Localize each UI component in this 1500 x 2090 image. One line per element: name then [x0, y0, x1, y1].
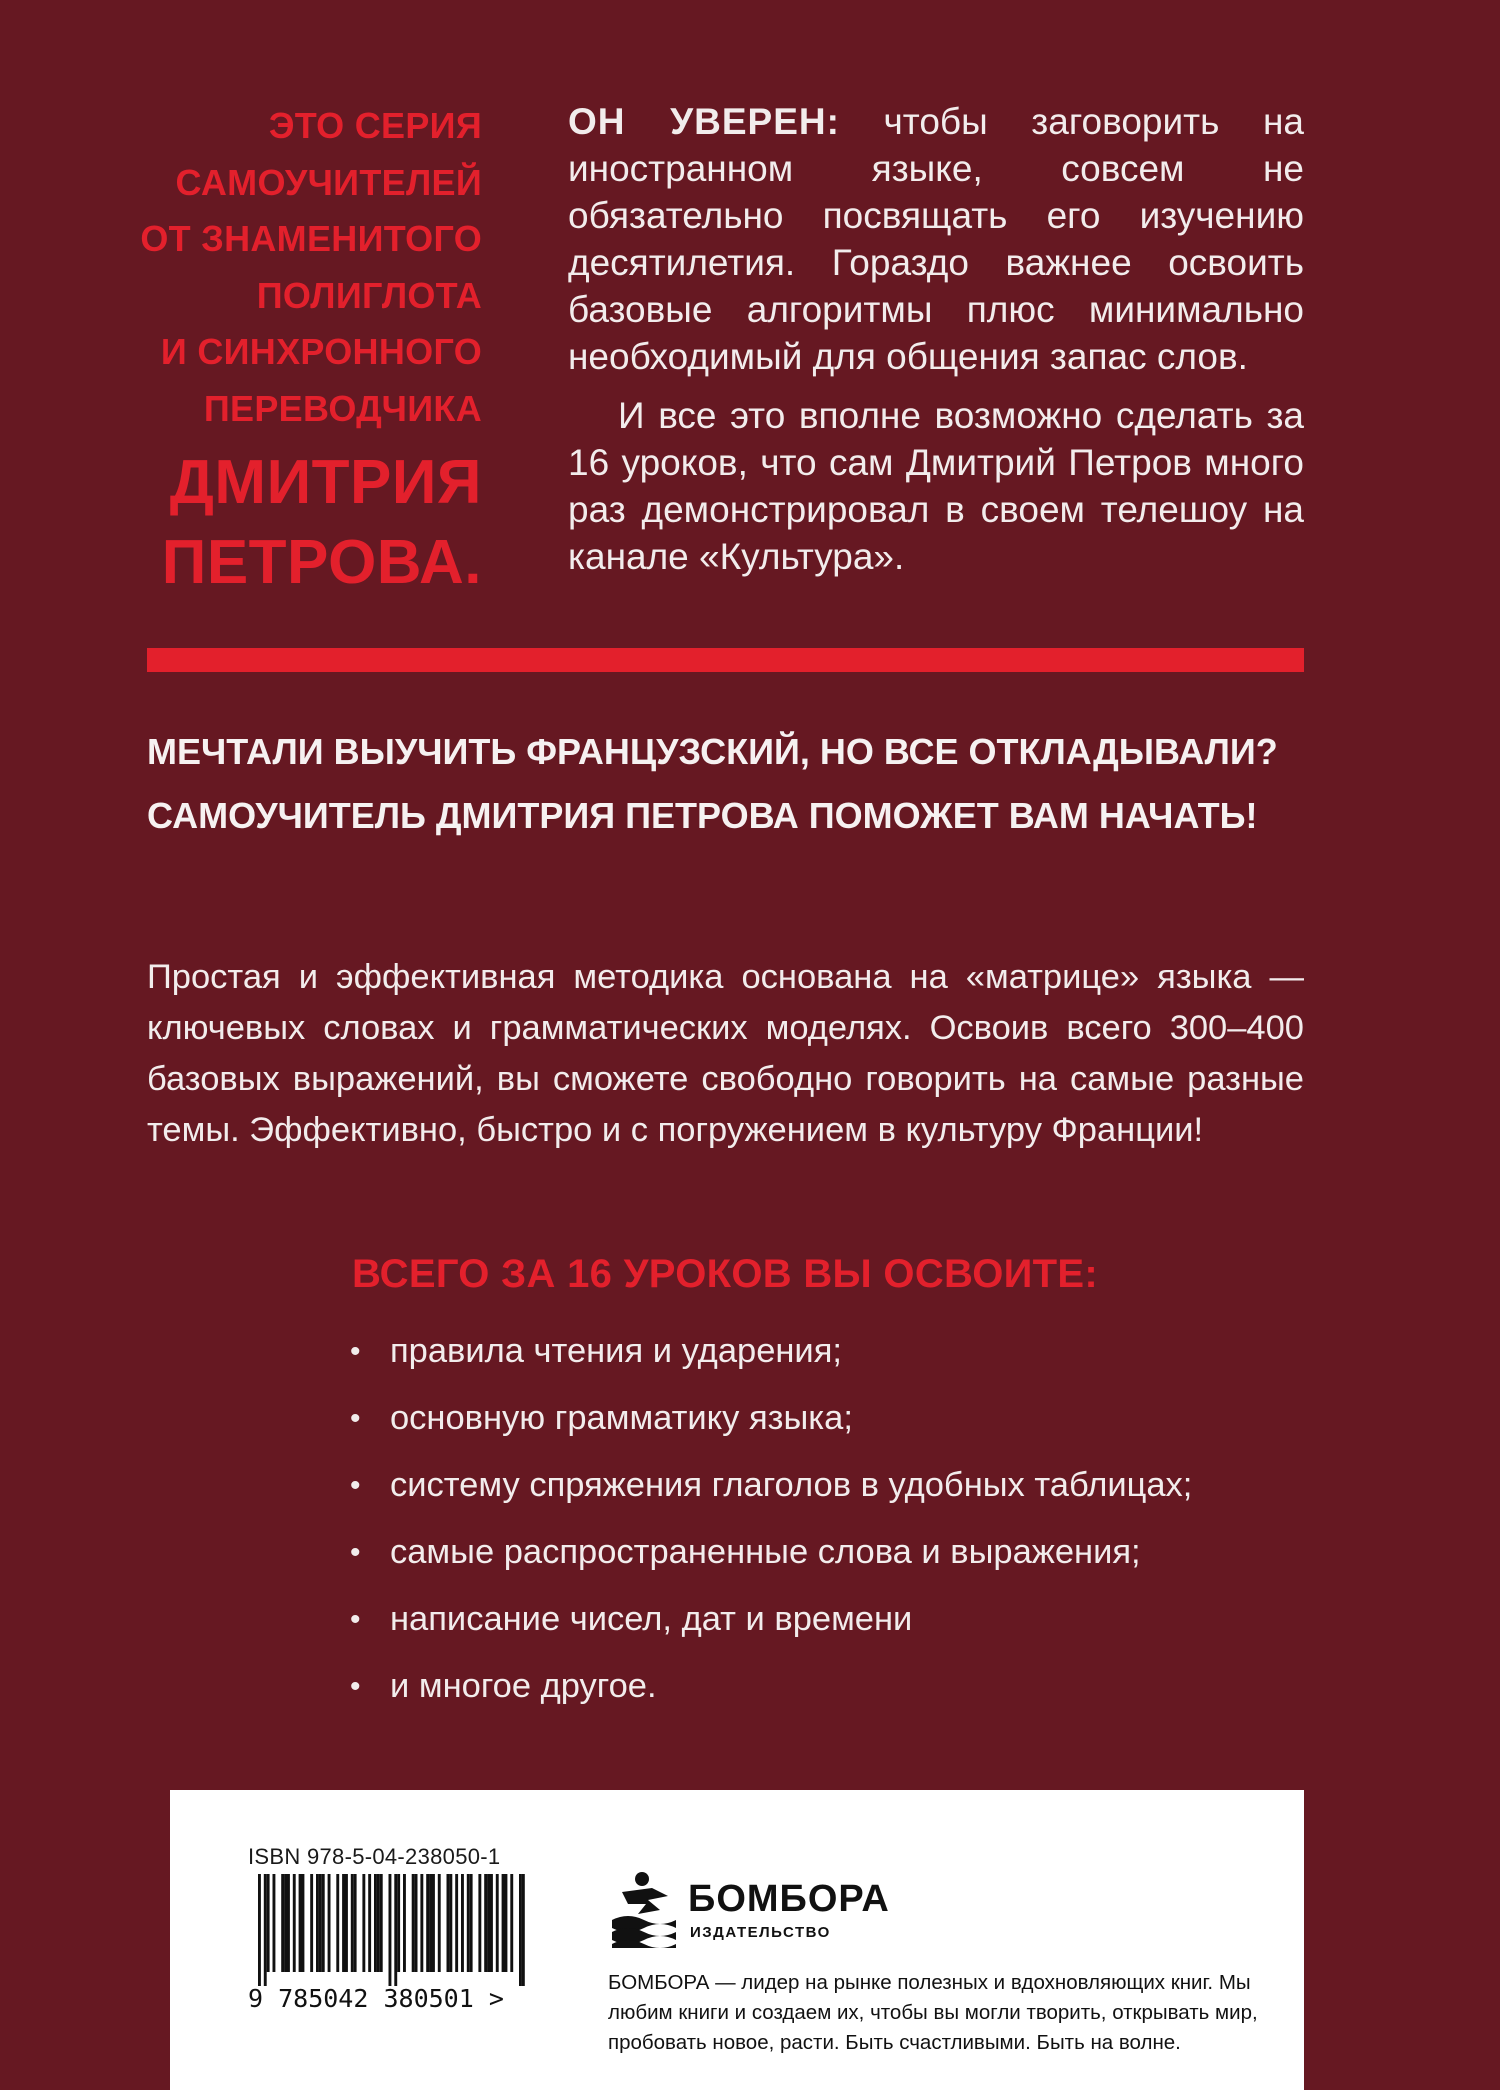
list-item	[350, 1653, 1310, 1720]
barcode-number: 9 785042 380501 >	[248, 1984, 504, 2013]
barcode-bar	[394, 1874, 397, 1986]
barcode-bar	[455, 1874, 458, 1972]
barcode-bar	[264, 1874, 267, 1986]
intro-paragraph	[568, 98, 1304, 380]
barcode-bar	[510, 1874, 513, 1972]
barcode-icon	[248, 1874, 538, 1986]
bullet-icon: •	[350, 1469, 361, 1502]
barcode-bar	[354, 1874, 357, 1972]
intro-text	[568, 98, 1304, 580]
barcode-bar	[438, 1874, 441, 1972]
barcode-bar	[484, 1874, 487, 1972]
list-item-text: систему спряжения глаголов в удобных таблицах;	[390, 1466, 1193, 1504]
barcode-bar	[426, 1874, 429, 1972]
list-item	[350, 1586, 1310, 1653]
bullet-icon: •	[350, 1335, 361, 1368]
series-line: ПОЛИГЛОТА	[256, 274, 482, 316]
list-item-text: правила чтения и ударения;	[390, 1332, 842, 1370]
barcode-bar	[322, 1874, 325, 1972]
barcode-bar	[351, 1874, 354, 1972]
barcode-bar	[342, 1874, 345, 1972]
barcode-bar	[380, 1874, 383, 1972]
list-item	[350, 1385, 1310, 1452]
barcode-bar	[412, 1874, 415, 1972]
barcode-bar	[519, 1874, 522, 1986]
barcode-bar	[389, 1874, 392, 1986]
barcode-bar	[403, 1874, 406, 1972]
barcode-bar	[432, 1874, 435, 1972]
barcode-bar	[502, 1874, 505, 1972]
list-item	[350, 1519, 1310, 1586]
barcode-bar	[420, 1874, 423, 1972]
barcode-bar	[522, 1874, 525, 1986]
author-name-line: ДМИТРИЯ	[169, 448, 482, 517]
barcode-bar	[368, 1874, 371, 1972]
barcode-bar	[258, 1874, 261, 1986]
barcode-bar	[328, 1874, 331, 1972]
barcode-bar	[478, 1874, 481, 1972]
series-block	[120, 98, 482, 603]
barcode-bar	[377, 1874, 380, 1972]
headline: МЕЧТАЛИ ВЫУЧИТЬ ФРАНЦУЗСКИЙ, НО ВСЕ ОТКЛАДЫВАЛИ? САМОУЧИТЕЛЬ ДМИТРИЯ ПЕТРОВА ПОМОЖЕТ ВАМ НАЧАТЬ!	[147, 731, 1278, 836]
barcode-bar	[467, 1874, 470, 1972]
author-name	[120, 443, 482, 603]
list-item-text: и многое другое.	[390, 1667, 657, 1705]
footer-panel	[170, 1790, 1304, 2090]
barcode-bar	[415, 1874, 418, 1972]
barcode-bar	[302, 1874, 305, 1972]
barcode-bar	[490, 1874, 493, 1972]
bullet-icon: •	[350, 1536, 361, 1569]
series-line: ЭТО СЕРИЯ	[268, 105, 482, 146]
barcode-bar	[362, 1874, 365, 1972]
series-line: ОТ ЗНАМЕНИТОГО	[140, 218, 482, 259]
barcode-bar	[273, 1874, 276, 1972]
list-item-text: написание чисел, дат и времени	[390, 1600, 913, 1638]
barcode-bar	[287, 1874, 290, 1972]
barcode-bar	[447, 1874, 450, 1972]
publisher-logo	[608, 1870, 928, 1950]
list-item	[350, 1318, 1310, 1385]
intro-paragraph-text: чтобы заговорить на иностранном языке, совсем не обязательно посвящать его изучению десятилетия. Гораздо важнее освоить базовые алгоритмы плюс минимально необходимый для общения запас слов.	[568, 101, 1304, 377]
barcode-bar	[397, 1874, 400, 1972]
publisher-tagline: БОМБОРА — лидер на рынке полезных и вдохновляющих книг. Мы любим книги и создаем их, чтобы вы могли творить, открывать мир, пробовать новое, расти. Быть счастливыми. Быть на волне.	[608, 1971, 1258, 2054]
isbn-label: ISBN 978-5-04-238050-1	[248, 1844, 501, 1869]
bullet-icon: •	[350, 1670, 361, 1703]
barcode-bar	[461, 1874, 464, 1972]
barcode-bar	[336, 1874, 339, 1972]
barcode-bar	[487, 1874, 490, 1972]
series-line: ПЕРЕВОДЧИКА	[203, 387, 482, 429]
barcode-bar	[293, 1874, 296, 1972]
learn-title: ВСЕГО ЗА 16 УРОКОВ ВЫ ОСВОИТЕ:	[352, 1252, 1098, 1296]
barcode-bar	[281, 1874, 284, 1972]
series-line: САМОУЧИТЕЛЕЙ	[175, 161, 482, 203]
series-line: И СИНХРОННОГО	[160, 331, 482, 372]
list-item	[350, 1452, 1310, 1519]
barcode-bar	[316, 1874, 319, 1972]
description-paragraph: Простая и эффективная методика основана на «матрице» языка — ключевых словах и грамматических моделях. Освоив всего 300–400 базовых выражений, вы сможете свободно говорить на самые разные темы. Эффективно, быстро и с погружением в культуру Франции!	[147, 958, 1304, 1149]
barcode-bar	[429, 1874, 432, 1972]
barcode-bar	[470, 1874, 473, 1972]
barcode-bar	[299, 1874, 302, 1972]
barcode-bar	[374, 1874, 377, 1972]
author-name-line: ПЕТРОВА.	[161, 528, 482, 597]
list-item-text: самые распространенные слова и выражения;	[390, 1533, 1141, 1571]
learn-list	[350, 1318, 1310, 1720]
publisher-subtitle: ИЗДАТЕЛЬСТВО	[690, 1924, 831, 1941]
barcode-bar	[345, 1874, 348, 1972]
intro-paragraph: И все это вполне возможно сделать за 16 уроков, что сам Дмитрий Петров много раз демонстрировал в своем телешоу на канале «Культура».	[568, 395, 1304, 577]
bullet-icon: •	[350, 1402, 361, 1435]
barcode	[248, 1874, 538, 2013]
barcode-bar	[449, 1874, 452, 1972]
publisher-name: БОМБОРА	[688, 1878, 890, 1920]
barcode-bar	[496, 1874, 499, 1972]
barcode-bar	[310, 1874, 313, 1972]
surfer-wave-icon	[608, 1870, 680, 1948]
barcode-bar	[284, 1874, 287, 1972]
bullet-icon: •	[350, 1603, 361, 1636]
barcode-bar	[505, 1874, 508, 1972]
list-item-text: основную грамматику языка;	[390, 1399, 853, 1437]
barcode-bar	[319, 1874, 322, 1972]
barcode-bar	[267, 1874, 270, 1972]
intro-lead: ОН УВЕРЕН:	[568, 101, 840, 142]
red-divider	[147, 648, 1304, 672]
